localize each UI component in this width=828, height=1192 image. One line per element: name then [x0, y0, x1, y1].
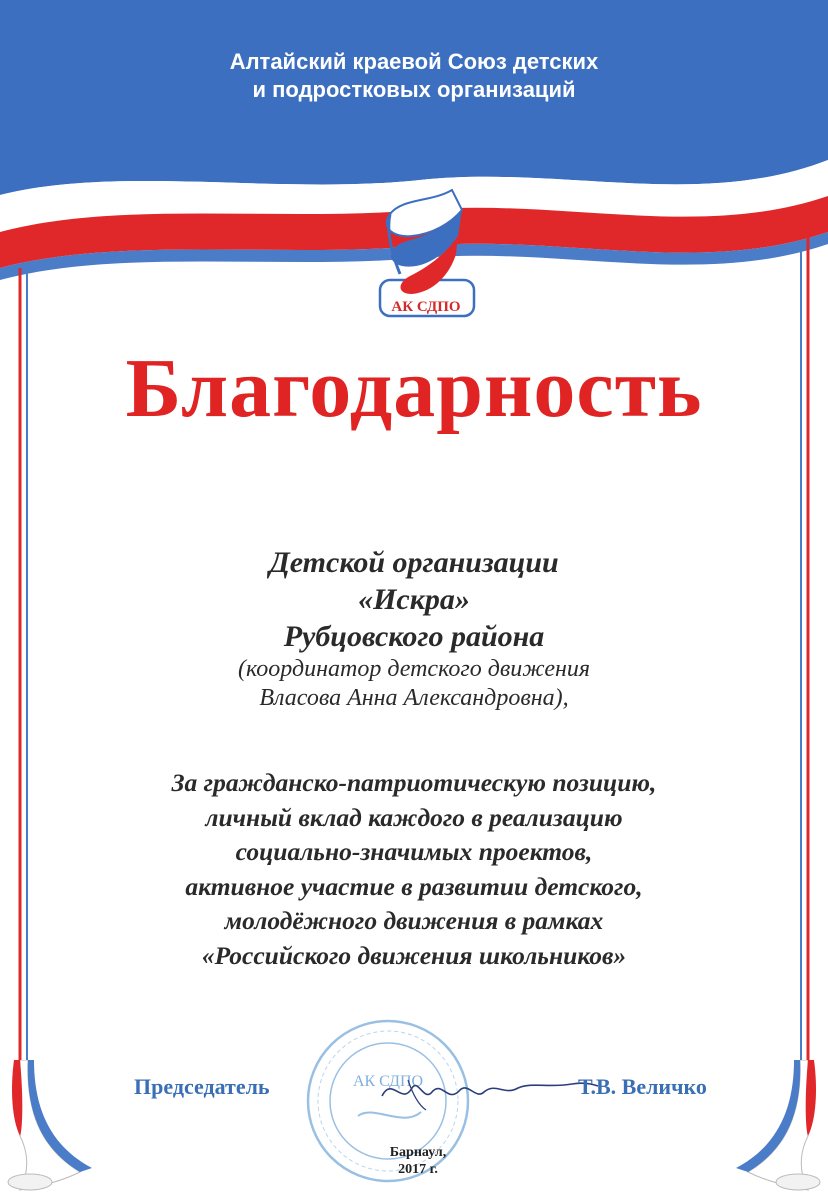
- recipient-line-2: «Искра»: [358, 583, 470, 616]
- city: Барнаул,: [389, 1145, 447, 1160]
- reason-line: За гражданско-патриотическую позицию,: [171, 768, 657, 797]
- year: 2017 г.: [398, 1162, 438, 1177]
- ribbon-right-icon: [716, 1060, 828, 1192]
- org-line-2: и подростковых организаций: [252, 77, 576, 102]
- logo-text: АК СДПО: [391, 299, 461, 315]
- org-line-1: Алтайский краевой Союз детских: [229, 49, 599, 74]
- recipient-block: [0, 544, 828, 713]
- reason-line: «Российского движения школьников»: [201, 940, 627, 970]
- recipient-line-5: Власова Анна Александровна),: [259, 685, 569, 711]
- ribbon-left-icon: [0, 1060, 120, 1192]
- reason-block: [0, 766, 828, 973]
- recipient-line-3: Рубцовского района: [283, 620, 545, 653]
- stamp-text: АК СДПО: [352, 1073, 424, 1090]
- reason-line: личный вклад каждого в реализацию: [205, 802, 623, 832]
- page-title: Благодарность: [125, 342, 703, 435]
- reason-line: молодёжного движения в рамках: [224, 906, 604, 935]
- recipient-line-1: Детской организации: [269, 546, 559, 579]
- recipient-line-4: (координатор детского движения: [237, 656, 591, 682]
- reason-line: активное участие в развитии детского,: [185, 871, 643, 901]
- reason-line: социально-значимых проектов,: [235, 837, 593, 866]
- signatory-name: Т.В. Величко: [578, 1074, 707, 1099]
- handwritten-signature-icon: [372, 1066, 602, 1116]
- organization-name: [0, 48, 828, 104]
- place-and-date: [378, 1144, 458, 1178]
- signatory-role: Председатель: [134, 1074, 270, 1099]
